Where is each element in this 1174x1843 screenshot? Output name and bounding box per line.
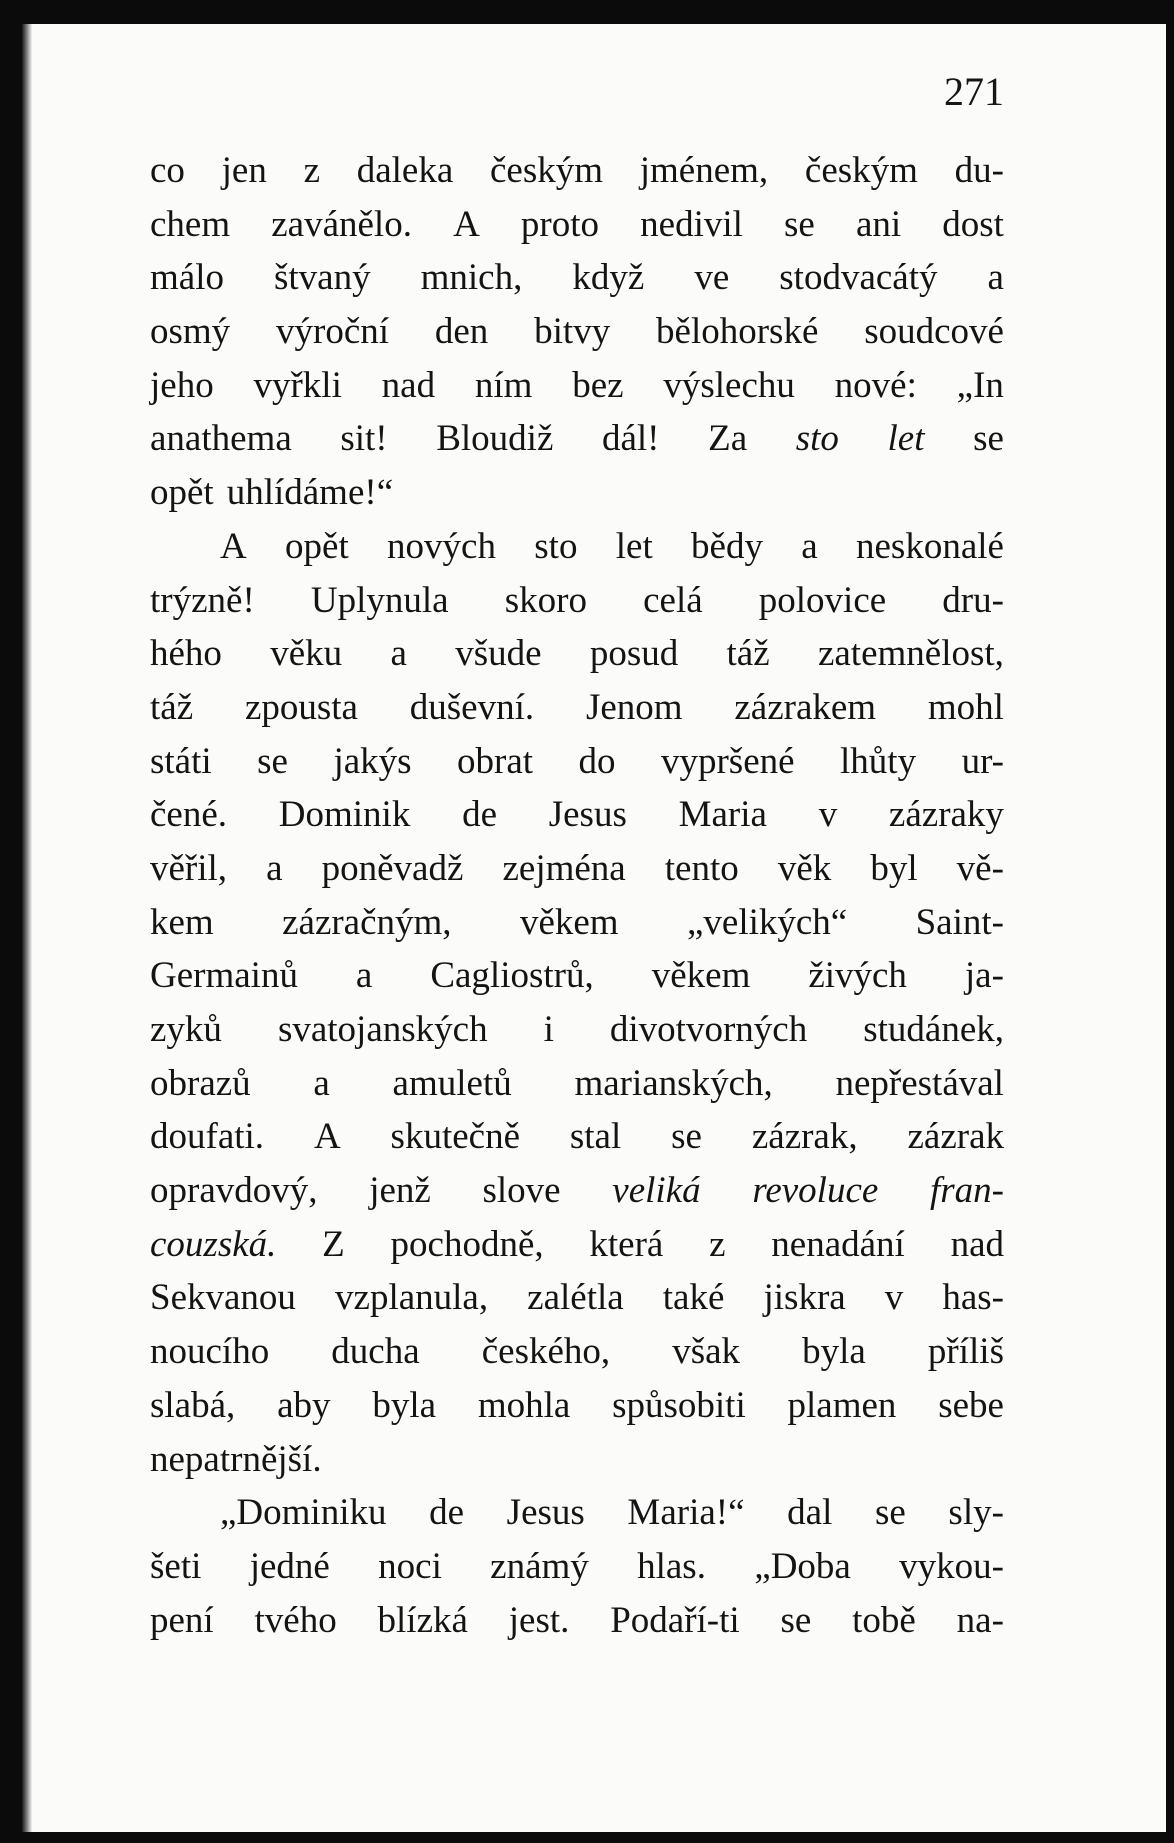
word: doufati.	[150, 1116, 265, 1158]
word: věkem	[651, 955, 751, 997]
word: de	[462, 794, 497, 836]
word: známý	[490, 1545, 589, 1587]
word: zázrak	[907, 1116, 1004, 1158]
word: výroční	[276, 311, 390, 353]
word: revoluce	[752, 1170, 879, 1212]
text-line	[150, 1110, 1004, 1164]
word: nad	[950, 1223, 1004, 1265]
word: Maria	[678, 794, 767, 836]
word: nových	[387, 525, 496, 567]
word: příliš	[927, 1331, 1004, 1373]
word: zázrakem	[734, 686, 877, 728]
text-line	[150, 896, 1004, 950]
word: vykou-	[899, 1545, 1004, 1587]
word: byla	[372, 1384, 437, 1426]
word: „velikých“	[686, 901, 848, 943]
body-text	[150, 144, 1004, 1647]
text-line	[150, 466, 1004, 520]
word: dru-	[942, 579, 1004, 621]
word: stodvacátý	[779, 257, 938, 299]
word: státi	[150, 740, 212, 782]
text-line	[150, 1325, 1004, 1379]
word: sebe	[938, 1384, 1004, 1426]
word: nové:	[834, 364, 917, 406]
word: obrat	[457, 740, 534, 782]
word: se	[784, 203, 815, 245]
text-line	[150, 1379, 1004, 1433]
word: „Doba	[754, 1545, 851, 1587]
word: zpousta	[244, 686, 358, 728]
word: obrazů	[150, 1062, 251, 1104]
word: anathema	[150, 418, 292, 460]
word: uhlídáme!“	[226, 472, 394, 514]
text-line	[150, 627, 1004, 681]
word: A	[453, 203, 480, 245]
text-line	[150, 1003, 1004, 1057]
word: ve	[694, 257, 730, 299]
word: jeho	[150, 364, 214, 406]
word: Podaří-ti	[610, 1599, 740, 1641]
word: a	[390, 633, 407, 675]
word: do	[578, 740, 616, 782]
word: poněvadž	[321, 847, 464, 889]
word: jen	[221, 150, 267, 191]
word: bělohorské	[656, 311, 819, 353]
word: opravdový,	[150, 1170, 318, 1212]
word: opět	[150, 472, 214, 514]
word: Maria!“	[627, 1492, 745, 1534]
word: „In	[956, 364, 1004, 406]
word: sit!	[340, 418, 388, 460]
word: se	[257, 740, 288, 782]
text-line	[150, 359, 1004, 413]
word: let	[887, 418, 925, 460]
text-line	[150, 842, 1004, 896]
word: plamen	[787, 1384, 897, 1426]
word: svatojanských	[277, 1009, 488, 1050]
word: du-	[954, 150, 1004, 191]
word: veliká	[612, 1170, 701, 1212]
word: jménem,	[639, 150, 769, 191]
word: byla	[802, 1331, 866, 1373]
word: ja-	[964, 955, 1004, 997]
word: Z	[322, 1223, 345, 1265]
word: sly-	[948, 1492, 1004, 1534]
word: jest.	[508, 1599, 570, 1641]
word: co	[150, 150, 185, 191]
word: celá	[643, 579, 703, 621]
word: fran-	[930, 1170, 1004, 1212]
word: Sekvanou	[150, 1277, 296, 1319]
word: a	[801, 525, 818, 567]
word: věřil,	[150, 847, 228, 889]
word: noucího	[150, 1331, 270, 1373]
word: šeti	[150, 1545, 202, 1587]
word: vypršené	[660, 740, 795, 782]
word: Jesus	[506, 1492, 585, 1534]
word: mohl	[927, 686, 1004, 728]
word: zalétla	[527, 1277, 624, 1319]
text-line	[150, 305, 1004, 359]
word: byl	[870, 847, 918, 889]
word: z	[709, 1223, 726, 1265]
word: bitvy	[534, 311, 611, 353]
word: se	[780, 1599, 812, 1641]
word: opět	[285, 525, 349, 567]
word: věk	[777, 847, 832, 889]
word: zavánělo.	[271, 203, 412, 245]
word: tento	[664, 847, 739, 889]
word: couzská.	[150, 1223, 277, 1265]
word: A	[313, 1116, 341, 1158]
word: se	[874, 1492, 906, 1534]
word: jedné	[249, 1545, 330, 1587]
word: sto	[534, 525, 578, 567]
word: čené.	[150, 794, 228, 836]
word: a	[313, 1062, 330, 1104]
word: zázrak,	[751, 1116, 858, 1158]
word: duševní.	[409, 686, 535, 728]
word: Cagliostrů,	[430, 955, 594, 997]
page-spine-shadow	[22, 24, 32, 1832]
word: vyřkli	[253, 364, 342, 406]
word: vzplanula,	[335, 1277, 489, 1319]
word: Bloudiž	[436, 418, 554, 460]
text-line	[150, 520, 1004, 574]
word: se	[671, 1116, 702, 1158]
word: mnich,	[420, 257, 523, 299]
word: nepatrnější.	[150, 1438, 322, 1480]
text-line	[150, 1540, 1004, 1594]
text-line	[150, 574, 1004, 628]
word: blízká	[377, 1599, 468, 1641]
text-line	[150, 949, 1004, 1003]
text-line	[150, 1057, 1004, 1111]
word: málo	[150, 257, 224, 299]
word: nenadání	[771, 1223, 905, 1265]
word: let	[615, 525, 653, 567]
word: a	[355, 955, 373, 997]
word: nepřestával	[835, 1062, 1004, 1104]
word: zejména	[502, 847, 626, 889]
word: ním	[474, 364, 533, 406]
text-line	[150, 1164, 1004, 1218]
page-number: 271	[944, 69, 1004, 114]
word: na-	[956, 1599, 1004, 1641]
word: sto	[795, 418, 839, 460]
word: has-	[942, 1277, 1004, 1319]
word: marianských,	[574, 1062, 773, 1104]
word: českého,	[481, 1331, 611, 1373]
word: českým	[490, 150, 604, 191]
word: neskonalé	[856, 525, 1004, 567]
word: amuletů	[392, 1062, 512, 1104]
word: noci	[378, 1545, 442, 1587]
word: slabá,	[150, 1384, 236, 1426]
word: dál!	[601, 418, 660, 460]
text-line	[150, 681, 1004, 735]
word: soudcové	[864, 311, 1004, 353]
word: kem	[150, 901, 214, 943]
word: tvého	[254, 1599, 337, 1641]
word: den	[434, 311, 489, 353]
word: nedivil	[640, 203, 743, 245]
word: Dominik	[278, 794, 411, 836]
word: a	[987, 257, 1004, 299]
word: skutečně	[390, 1116, 520, 1158]
word: bez	[572, 364, 624, 406]
word: daleka	[356, 150, 454, 191]
word: proto	[520, 203, 600, 245]
word: dost	[942, 203, 1004, 245]
word: stal	[569, 1116, 622, 1158]
word: Za	[708, 418, 748, 460]
word: studánek,	[863, 1009, 1004, 1050]
word: živých	[808, 955, 907, 997]
word: mohla	[477, 1384, 571, 1426]
word: zázraky	[888, 794, 1004, 836]
word: nad	[381, 364, 436, 406]
word: A	[220, 525, 247, 567]
word: táž	[726, 633, 770, 675]
word: zatemnělost,	[817, 633, 1004, 675]
word: jiskra	[763, 1277, 846, 1319]
word: zázračným,	[282, 901, 452, 943]
word: jenž	[369, 1170, 431, 1212]
text-line	[150, 1486, 1004, 1540]
word: Jenom	[585, 686, 683, 728]
word: se	[973, 418, 1004, 460]
word: pochodně,	[390, 1223, 544, 1265]
text-line	[150, 735, 1004, 789]
text-line	[150, 1594, 1004, 1648]
text-line	[150, 198, 1004, 252]
word: de	[429, 1492, 465, 1534]
word: Saint-	[915, 901, 1004, 943]
word: trýzně!	[150, 579, 255, 621]
word: ani	[855, 203, 902, 245]
word: v	[818, 794, 838, 836]
word: pení	[150, 1599, 214, 1641]
word: která	[589, 1223, 664, 1265]
text-line	[150, 412, 1004, 466]
text-line	[150, 788, 1004, 842]
word: lhůty	[840, 740, 917, 782]
word: dal	[787, 1492, 833, 1534]
word: Germainů	[150, 955, 298, 997]
word: Jesus	[548, 794, 627, 836]
text-line	[150, 1271, 1004, 1325]
word: hého	[150, 633, 222, 675]
word: osmý	[150, 311, 231, 353]
word: chem	[150, 203, 231, 245]
word: ducha	[331, 1331, 420, 1373]
word: výslechu	[663, 364, 795, 406]
word: jakýs	[333, 740, 412, 782]
word: když	[572, 257, 645, 299]
word: skoro	[504, 579, 587, 621]
word: bědy	[691, 525, 763, 567]
word: „Dominiku	[220, 1492, 387, 1534]
word: slove	[482, 1170, 561, 1212]
word: ur-	[961, 740, 1004, 782]
word: však	[672, 1331, 741, 1373]
word: táž	[150, 686, 194, 728]
text-line	[150, 1218, 1004, 1272]
word: i	[543, 1009, 554, 1050]
word: štvaný	[274, 257, 371, 299]
word: Uplynula	[310, 579, 449, 621]
word: věkem	[519, 901, 619, 943]
word: z	[303, 150, 321, 191]
word: vě-	[956, 847, 1004, 889]
word: posud	[589, 633, 679, 675]
text-line	[150, 1433, 1004, 1487]
word: polovice	[758, 579, 887, 621]
word: zyků	[150, 1009, 222, 1050]
word: hlas.	[637, 1545, 706, 1587]
text-line	[150, 251, 1004, 305]
word: divotvorných	[609, 1009, 808, 1050]
word: tobě	[852, 1599, 916, 1641]
word: aby	[277, 1384, 331, 1426]
word: věku	[270, 633, 343, 675]
word: všude	[455, 633, 542, 675]
word: a	[266, 847, 283, 889]
word: českým	[804, 150, 918, 191]
word: také	[662, 1277, 725, 1319]
word: v	[884, 1277, 904, 1319]
text-line	[150, 144, 1004, 198]
word: spůsobiti	[612, 1384, 746, 1426]
